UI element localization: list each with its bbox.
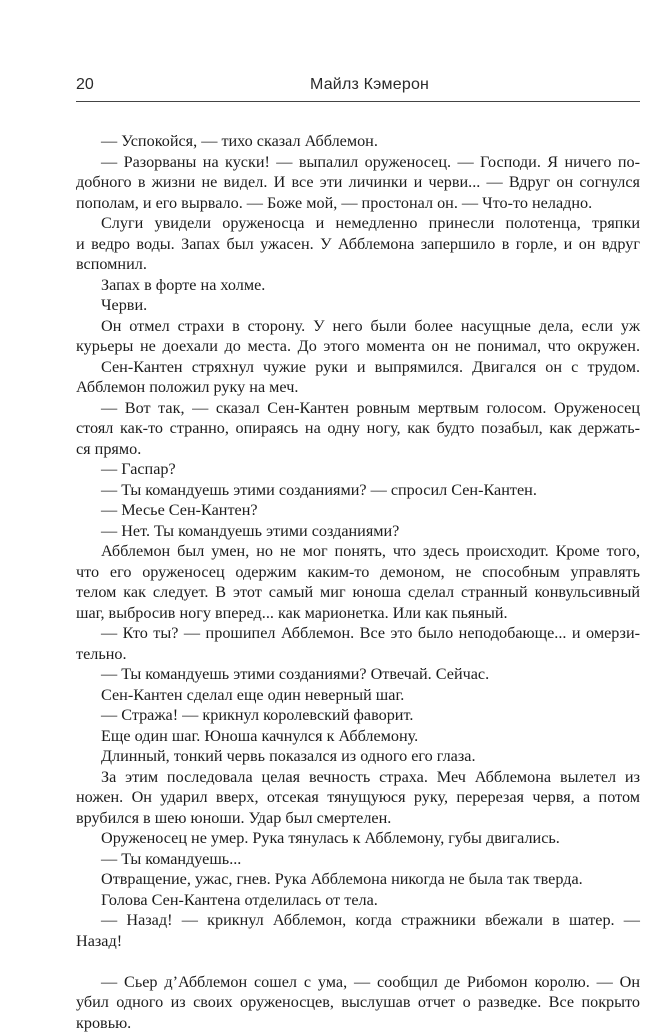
text-line: Черви. bbox=[76, 295, 640, 316]
text-line: ножен. Он ударил вверх, отсекая тянущуюся руку, перерезая червя, а потом bbox=[76, 787, 640, 808]
text-line: — Ты командуешь... bbox=[76, 849, 640, 870]
text-line: — Сьер д’Абблемон сошел с ума, — сообщил де Рибомон королю. — Он bbox=[76, 972, 640, 993]
text-line: — Нет. Ты командуешь этими созданиями? bbox=[76, 521, 640, 542]
text-line: — Месье Сен-Кантен? bbox=[76, 500, 640, 521]
text-line: Абблемон был умен, но не мог понять, что здесь происходит. Кроме того, bbox=[76, 541, 640, 562]
text-line: тельно. bbox=[76, 644, 640, 665]
text-line: Голова Сен-Кантена отделилась от тела. bbox=[76, 890, 640, 911]
text-line: курьеры не доехали до места. До этого момента он не понимал, что окружен. bbox=[76, 336, 640, 357]
running-head bbox=[76, 74, 640, 96]
text-line: — Успокойся, — тихо сказал Абблемон. bbox=[76, 131, 640, 152]
text-line: и ведро воды. Запах был ужасен. У Абблемона запершило в горле, и он вдруг bbox=[76, 234, 640, 255]
text-line: Абблемон положил руку на меч. bbox=[76, 377, 640, 398]
text-line: — Назад! — крикнул Абблемон, когда стражники вбежали в шатер. — bbox=[76, 910, 640, 931]
text-line: врубился в шею юноши. Удар был смертелен. bbox=[76, 808, 640, 829]
text-line: — Вот так, — сказал Сен-Кантен ровным мертвым голосом. Оруженосец bbox=[76, 398, 640, 419]
text-line: Назад! bbox=[76, 931, 640, 952]
text-line: пополам, и его вырвало. — Боже мой, — простонал он. — Что-то неладно. bbox=[76, 193, 640, 214]
text-line: Слуги увидели оруженосца и немедленно принесли полотенца, тряпки bbox=[76, 213, 640, 234]
text-line: стоял как-то странно, опираясь на одну ногу, как будто позабыл, как держать- bbox=[76, 418, 640, 439]
text-line: Сен-Кантен сделал еще один неверный шаг. bbox=[76, 685, 640, 706]
text-line: — Ты командуешь этими созданиями? — спросил Сен-Кантен. bbox=[76, 480, 640, 501]
text-line: Еще один шаг. Юноша качнулся к Абблемону. bbox=[76, 726, 640, 747]
text-line: — Гаспар? bbox=[76, 459, 640, 480]
section-break bbox=[76, 951, 640, 972]
text-line: вспомнил. bbox=[76, 254, 640, 275]
text-line: телом как следует. В этот самый миг юноша сделал странный конвульсивный bbox=[76, 582, 640, 603]
page-number: 20 bbox=[76, 76, 94, 94]
text-line: — Кто ты? — прошипел Абблемон. Все это было неподобающе... и омерзи- bbox=[76, 623, 640, 644]
text-line: шаг, выбросив ногу вперед... как марионетка. Или как пьяный. bbox=[76, 603, 640, 624]
text-line: За этим последовала целая вечность страха. Меч Абблемона вылетел из bbox=[76, 767, 640, 788]
text-line: ся прямо. bbox=[76, 439, 640, 460]
text-line: Запах в форте на холме. bbox=[76, 275, 640, 296]
text-line: — Разорваны на куски! — выпалил оруженосец. — Господи. Я ничего по- bbox=[76, 152, 640, 173]
text-line: Он отмел страхи в сторону. У него были более насущные дела, если уж bbox=[76, 316, 640, 337]
text-line: Отвращение, ужас, гнев. Рука Абблемона никогда не была так тверда. bbox=[76, 869, 640, 890]
text-line: — Ты командуешь этими созданиями? Отвечай. Сейчас. bbox=[76, 664, 640, 685]
text-line: убил одного из своих оруженосцев, выслушав отчет о разведке. Все покрыто bbox=[76, 992, 640, 1013]
body-text bbox=[76, 131, 640, 1033]
text-line: Длинный, тонкий червь показался из одного его глаза. bbox=[76, 746, 640, 767]
text-line: кровью. bbox=[76, 1013, 640, 1033]
text-line: — Стража! — крикнул королевский фаворит. bbox=[76, 705, 640, 726]
running-title: Майлз Кэмерон bbox=[310, 76, 429, 94]
text-line: что его оруженосец одержим каким-то демоном, не способным управлять bbox=[76, 562, 640, 583]
text-line: добного в жизни не видел. И все эти личинки и черви... — Вдруг он согнулся bbox=[76, 172, 640, 193]
text-line: Сен-Кантен стряхнул чужие руки и выпрямился. Двигался он с трудом. bbox=[76, 357, 640, 378]
header-rule bbox=[76, 101, 640, 102]
text-line: Оруженосец не умер. Рука тянулась к Абблемону, губы двигались. bbox=[76, 828, 640, 849]
